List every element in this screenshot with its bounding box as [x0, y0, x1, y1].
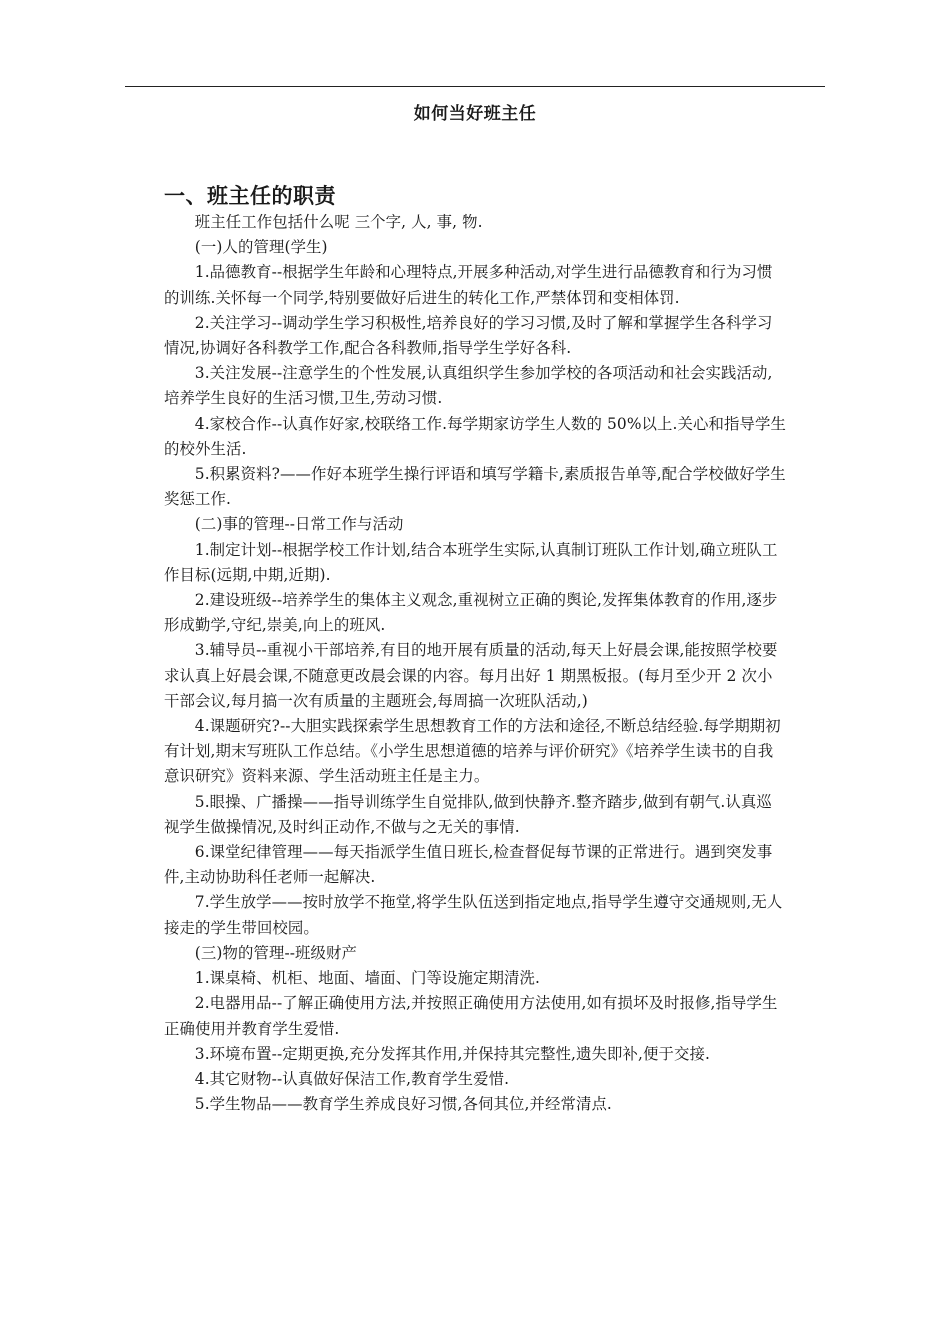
subheading: (三)物的管理--班级财产 — [194, 943, 358, 962]
header-rule — [125, 86, 825, 87]
paragraph: 3.环境布置--定期更换,充分发挥其作用,并保持其完整性,遗失即补,便于交接. — [194, 1044, 710, 1063]
paragraph: 5.眼操、广播操——指导训练学生自觉排队,做到快静齐.整齐踏步,做到有朝气.认真巡视学生做操情况,及时纠正动作,不做与之无关的事情. — [164, 792, 772, 836]
paragraph: 2.关注学习--调动学生学习积极性,培养良好的学习习惯,及时了解和掌握学生各科学习情况,协调好各科教学工作,配合各科教师,指导学生学好各科. — [164, 313, 773, 358]
paragraph: 3.辅导员--重视小干部培养,有目的地开展有质量的活动,每天上好晨会课,能按照学校要求认真上好晨会课,不随意更改晨会课的内容。每月出好 1 期黑板报。(每月至少开 2 次小干部会议,每月搞一次有质量的主题班会,每周搞一次班队活动,) — [164, 641, 778, 710]
document-body — [164, 210, 786, 1117]
paragraph: 1.品德教育--根据学生年龄和心理特点,开展多种活动,对学生进行品德教育和行为习惯的训练.关怀每一个同学,特别要做好后进生的转化工作,严禁体罚和变相体罚. — [164, 263, 773, 307]
paragraph: 班主任工作包括什么呢 三个字, 人, 事, 物. — [194, 213, 483, 231]
paragraph: 2.建设班级--培养学生的集体主义观念,重视树立正确的舆论,发挥集体教育的作用,逐步形成勤学,守纪,崇美,向上的班风. — [164, 591, 778, 635]
paragraph: 4.其它财物--认真做好保洁工作,教育学生爱惜. — [194, 1069, 510, 1088]
paragraph: 2.电器用品--了解正确使用方法,并按照正确使用方法使用,如有损坏及时报修,指导学生正确使用并教育学生爱惜. — [164, 994, 778, 1038]
document-title: 如何当好班主任 — [413, 104, 537, 124]
paragraph: 5.学生物品——教育学生养成良好习惯,各伺其位,并经常清点. — [194, 1095, 612, 1114]
paragraph: 7.学生放学——按时放学不拖堂,将学生队伍送到指定地点,指导学生遵守交通规则,无人接走的学生带回校园。 — [164, 893, 783, 937]
paragraph: 5.积累资料?——作好本班学生操行评语和填写学籍卡,素质报告单等,配合学校做好学生奖惩工作. — [164, 465, 786, 509]
subheading: (二)事的管理--日常工作与活动 — [194, 515, 404, 534]
section-heading: 一、班主任的职责 — [164, 184, 336, 208]
paragraph: 1.制定计划--根据学校工作计划,结合本班学生实际,认真制订班队工作计划,确立班队工作目标(远期,中期,近期). — [164, 540, 778, 584]
paragraph: 4.家校合作--认真作好家,校联络工作.每学期家访学生人数的 50%以上.关心和指导学生的校外生活. — [164, 414, 786, 458]
paragraph: 3.关注发展--注意学生的个性发展,认真组织学生参加学校的各项活动和社会实践活动,培养学生良好的生活习惯,卫生,劳动习惯. — [164, 364, 773, 408]
paragraph: 4.课题研究?--大胆实践探索学生思想教育工作的方法和途径,不断总结经验.每学期期初有计划,期末写班队工作总结。《小学生思想道德的培养与评价研究》《培养学生读书的自我意识研究》资料来源、学生活动班主任是主力。 — [164, 717, 781, 786]
paragraph: 1.课桌椅、机柜、地面、墙面、门等设施定期清洗. — [194, 969, 540, 988]
paragraph: 6.课堂纪律管理——每天指派学生值日班长,检查督促每节课的正常进行。遇到突发事件,主动协助科任老师一起解决. — [164, 843, 773, 887]
subheading: (一)人的管理(学生) — [194, 238, 328, 257]
